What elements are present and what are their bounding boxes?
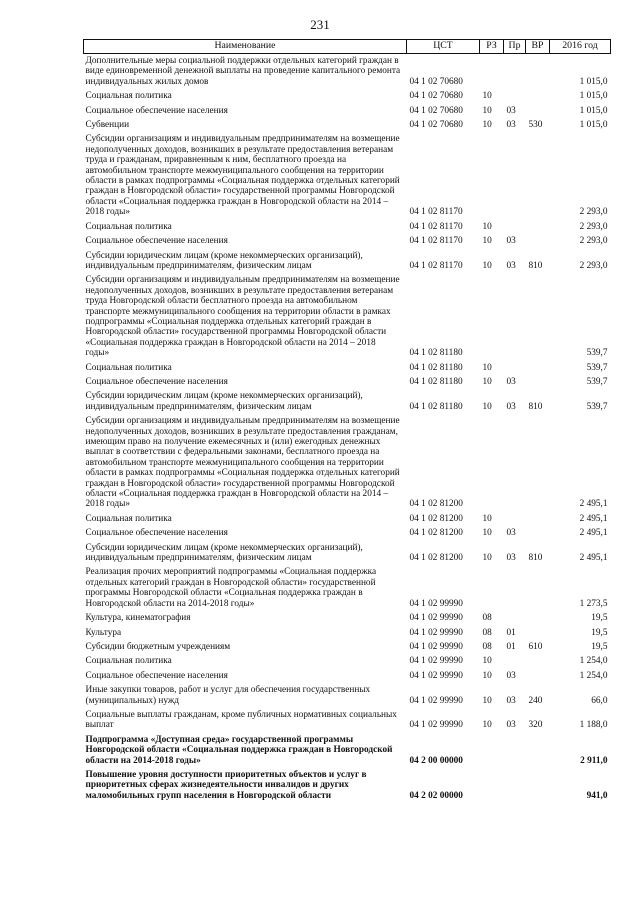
row-cst-cell: 04 1 02 81170 bbox=[409, 221, 463, 232]
row-rz-cell: 10 bbox=[482, 401, 492, 412]
row-pr-cell bbox=[504, 512, 526, 526]
row-name-cell: Социальное обеспечение населения bbox=[85, 376, 228, 387]
table-row bbox=[84, 361, 611, 375]
row-rz-cell: 10 bbox=[482, 221, 492, 232]
row-value-cell: 1 015,0 bbox=[579, 91, 608, 102]
row-rz-cell: 08 bbox=[482, 613, 492, 624]
row-value-cell: 1 188,0 bbox=[579, 720, 608, 731]
row-vr-cell bbox=[526, 768, 550, 803]
row-rz-cell bbox=[480, 768, 504, 803]
table-row bbox=[84, 220, 611, 234]
row-rz-cell bbox=[480, 54, 504, 90]
header-name: Наименование bbox=[84, 40, 407, 54]
row-rz-cell: 10 bbox=[482, 362, 492, 373]
row-cst-cell: 04 1 02 81200 bbox=[409, 528, 463, 539]
row-name-cell: Субсидии юридическим лицам (кроме некоммерческих организаций), индивидуальным предпринимателям, физическим лицам bbox=[85, 391, 363, 412]
row-vr-cell bbox=[526, 104, 550, 118]
row-cst-cell: 04 1 02 99990 bbox=[409, 641, 463, 652]
row-pr-cell: 03 bbox=[506, 670, 516, 681]
row-value-cell: 1 015,0 bbox=[579, 105, 608, 116]
table-row bbox=[84, 375, 611, 389]
row-value-cell: 539,7 bbox=[586, 362, 608, 373]
row-value-cell: 19,5 bbox=[591, 641, 608, 652]
table-row bbox=[84, 654, 611, 668]
row-pr-cell bbox=[504, 89, 526, 103]
row-vr-cell bbox=[526, 733, 550, 768]
row-value-cell: 2 293,0 bbox=[579, 221, 608, 232]
row-cst-cell: 04 1 02 81200 bbox=[409, 499, 463, 510]
row-cst-cell: 04 1 02 81180 bbox=[409, 376, 463, 387]
row-rz-cell bbox=[480, 132, 504, 219]
row-pr-cell: 03 bbox=[506, 260, 516, 271]
table-row bbox=[84, 626, 611, 640]
row-cst-cell: 04 1 02 99990 bbox=[409, 695, 463, 706]
row-pr-cell: 01 bbox=[506, 641, 516, 652]
row-name-cell: Субсидии юридическим лицам (кроме некоммерческих организаций), индивидуальным предпринимателям, физическим лицам bbox=[85, 542, 363, 564]
row-cst-cell: 04 1 02 99990 bbox=[409, 670, 463, 681]
row-name-cell: Субсидии юридическим лицам (кроме некоммерческих организаций), индивидуальным предпринимателям, физическим лицам bbox=[85, 250, 363, 271]
row-rz-cell: 10 bbox=[482, 513, 492, 524]
header-vr: ВР bbox=[526, 40, 550, 54]
row-rz-cell: 10 bbox=[482, 528, 492, 539]
row-name-cell: Социальная политика bbox=[85, 362, 172, 373]
row-value-cell: 66,0 bbox=[591, 695, 608, 706]
row-value-cell: 1 254,0 bbox=[579, 670, 608, 681]
row-name-cell: Социальное обеспечение населения bbox=[85, 105, 228, 116]
row-name-cell: Социальные выплаты гражданам, кроме публичных нормативных социальных выплат bbox=[85, 709, 397, 731]
row-pr-cell: 03 bbox=[506, 720, 516, 731]
table-row bbox=[84, 249, 611, 274]
row-name-cell: Субсидии бюджетным учреждениям bbox=[85, 641, 231, 652]
row-value-cell: 1 015,0 bbox=[579, 120, 608, 131]
table-row bbox=[84, 512, 611, 526]
row-vr-cell bbox=[526, 526, 550, 540]
row-cst-cell: 04 1 02 99990 bbox=[409, 656, 463, 667]
table-row bbox=[84, 708, 611, 733]
row-vr-cell bbox=[526, 611, 550, 625]
row-vr-cell bbox=[526, 132, 550, 219]
row-value-cell: 539,7 bbox=[586, 348, 608, 359]
row-name-cell: Субсидии организациям и индивидуальным предпринимателям на возмещение недополученных доходов, возникших в результате предоставления гражданам, имеющим право на получение ежемесячных и (или) ежегодных денежных выплат в соответствии с федеральными законами, бесплатного проезда на автомобильном транспорте межмуниципального сообщения на территории области в рамках подпрограммы «Социальная поддержка отдельных категорий граждан в Новгородской области» государственной программы Новгородской области «Социальная поддержка граждан в Новгородской области на 2014 – 2018 годы» bbox=[85, 416, 400, 510]
row-value-cell: 539,7 bbox=[586, 401, 608, 412]
row-vr-cell bbox=[526, 626, 550, 640]
header-year: 2016 год bbox=[550, 40, 611, 54]
budget-table bbox=[83, 39, 611, 803]
row-rz-cell: 10 bbox=[482, 120, 492, 131]
row-cst-cell: 04 1 02 81170 bbox=[409, 236, 463, 247]
row-value-cell: 2 293,0 bbox=[579, 236, 608, 247]
row-cst-cell: 04 1 02 70680 bbox=[409, 76, 463, 87]
row-value-cell: 1 254,0 bbox=[579, 656, 608, 667]
row-rz-cell: 10 bbox=[482, 553, 492, 564]
row-vr-cell: 810 bbox=[528, 553, 543, 564]
row-pr-cell: 03 bbox=[506, 528, 516, 539]
row-pr-cell bbox=[504, 220, 526, 234]
row-vr-cell bbox=[526, 361, 550, 375]
table-row bbox=[84, 414, 611, 512]
row-pr-cell: 03 bbox=[506, 401, 516, 412]
row-name-cell: Субвенции bbox=[85, 120, 130, 131]
row-vr-cell: 530 bbox=[528, 120, 543, 131]
row-vr-cell: 810 bbox=[528, 260, 543, 271]
row-pr-cell bbox=[504, 611, 526, 625]
row-name-cell: Социальное обеспечение населения bbox=[85, 528, 228, 539]
row-value-cell: 19,5 bbox=[591, 613, 608, 624]
row-cst-cell: 04 2 00 00000 bbox=[409, 755, 463, 766]
row-rz-cell: 10 bbox=[482, 236, 492, 247]
row-rz-cell: 10 bbox=[482, 376, 492, 387]
row-pr-cell bbox=[504, 565, 526, 611]
row-pr-cell bbox=[504, 54, 526, 90]
row-name-cell: Культура, кинематография bbox=[85, 613, 191, 624]
table-row bbox=[84, 89, 611, 103]
row-name-cell: Повышение уровня доступности приоритетных объектов и услуг в приоритетных сферах жизнедеятельности инвалидов и других маломобильных групп населения в Новгородской области bbox=[85, 769, 367, 801]
row-name-cell: Социальная политика bbox=[85, 91, 172, 102]
row-value-cell: 2 293,0 bbox=[579, 207, 608, 218]
row-name-cell: Социальная политика bbox=[85, 513, 172, 524]
row-vr-cell: 810 bbox=[528, 401, 543, 412]
row-value-cell: 2 293,0 bbox=[579, 260, 608, 271]
row-value-cell: 539,7 bbox=[586, 376, 608, 387]
row-name-cell: Иные закупки товаров, работ и услуг для обеспечения государственных (муниципальных) нужд bbox=[85, 685, 371, 706]
row-cst-cell: 04 1 02 70680 bbox=[409, 91, 463, 102]
row-cst-cell: 04 1 02 99990 bbox=[409, 598, 463, 609]
table-row bbox=[84, 132, 611, 219]
row-pr-cell: 03 bbox=[506, 236, 516, 247]
row-vr-cell: 320 bbox=[528, 720, 543, 731]
row-cst-cell: 04 1 02 81180 bbox=[409, 362, 463, 373]
row-name-cell: Субсидии организациям и индивидуальным предпринимателям на возмещение недополученных доходов, возникших в результате предоставления ветеранам труда и гражданам, приравненным к ним, бесплатного проезда на автомобильном транспорте межмуниципального сообщения на территории области в рамках подпрограммы «Социальная поддержка отдельных категорий граждан в Новгородской области» государственной программы Новгородской области «Социальная поддержка граждан в Новгородской области на 2014 – 2018 годы» bbox=[85, 134, 400, 218]
row-vr-cell bbox=[526, 273, 550, 360]
header-pr: Пр bbox=[504, 40, 526, 54]
row-pr-cell: 03 bbox=[506, 120, 516, 131]
row-pr-cell: 03 bbox=[506, 105, 516, 116]
row-pr-cell: 03 bbox=[506, 376, 516, 387]
row-rz-cell bbox=[480, 414, 504, 512]
table-row bbox=[84, 768, 611, 803]
row-cst-cell: 04 1 02 81200 bbox=[409, 513, 463, 524]
row-name-cell: Субсидии организациям и индивидуальным предпринимателям на возмещение недополученных доходов, возникших в результате предоставления ветеранам труда Новгородской области бесплатного проезда на автомобильном транспорте межмуниципального сообщения на территории области в рамках подпрограммы «Социальная поддержка отдельных категорий граждан в Новгородской области» государственной программы Новгородской области «Социальная поддержка граждан в Новгородской области на 2014 – 2018 годы» bbox=[85, 275, 400, 359]
row-value-cell: 2 495,1 bbox=[579, 528, 608, 539]
row-vr-cell: 610 bbox=[528, 641, 543, 652]
table-row bbox=[84, 669, 611, 683]
row-value-cell: 2 495,1 bbox=[579, 553, 608, 564]
row-pr-cell bbox=[504, 414, 526, 512]
table-row bbox=[84, 640, 611, 654]
row-cst-cell: 04 1 02 81170 bbox=[409, 260, 463, 271]
header-rz: РЗ bbox=[480, 40, 504, 54]
row-rz-cell: 08 bbox=[482, 627, 492, 638]
row-value-cell: 2 495,1 bbox=[579, 499, 608, 510]
row-rz-cell bbox=[480, 733, 504, 768]
table-row bbox=[84, 104, 611, 118]
row-pr-cell bbox=[504, 768, 526, 803]
row-vr-cell bbox=[526, 565, 550, 611]
table-row bbox=[84, 54, 611, 90]
table-row bbox=[84, 565, 611, 611]
row-name-cell: Дополнительные меры социальной поддержки отдельных категорий граждан в виде единовременной денежной выплаты на проведение капитального ремонта индивидуальных жилых домов bbox=[85, 56, 401, 87]
row-vr-cell bbox=[526, 414, 550, 512]
row-pr-cell bbox=[504, 733, 526, 768]
row-pr-cell bbox=[504, 132, 526, 219]
row-pr-cell bbox=[504, 361, 526, 375]
row-cst-cell: 04 2 02 00000 bbox=[409, 790, 463, 801]
row-cst-cell: 04 1 02 70680 bbox=[409, 105, 463, 116]
row-value-cell: 1 015,0 bbox=[579, 76, 608, 87]
row-value-cell: 2 911,0 bbox=[580, 755, 608, 766]
row-name-cell: Культура bbox=[85, 627, 122, 638]
row-rz-cell: 10 bbox=[482, 670, 492, 681]
row-name-cell: Социальное обеспечение населения bbox=[85, 670, 228, 681]
row-rz-cell bbox=[480, 273, 504, 360]
table-row bbox=[84, 234, 611, 248]
table-row bbox=[84, 611, 611, 625]
table-body bbox=[84, 54, 611, 804]
table-row bbox=[84, 389, 611, 414]
row-rz-cell: 10 bbox=[482, 105, 492, 116]
table-row bbox=[84, 526, 611, 540]
row-cst-cell: 04 1 02 81200 bbox=[409, 553, 463, 564]
row-pr-cell: 01 bbox=[506, 627, 516, 638]
row-vr-cell bbox=[526, 54, 550, 90]
row-rz-cell: 08 bbox=[482, 641, 492, 652]
row-value-cell: 19,5 bbox=[591, 627, 608, 638]
row-vr-cell bbox=[526, 669, 550, 683]
row-name-cell: Социальная политика bbox=[85, 221, 172, 232]
row-vr-cell bbox=[526, 512, 550, 526]
row-rz-cell: 10 bbox=[482, 695, 492, 706]
row-cst-cell: 04 1 02 81180 bbox=[409, 401, 463, 412]
row-rz-cell: 10 bbox=[482, 656, 492, 667]
row-pr-cell: 03 bbox=[506, 553, 516, 564]
table-header bbox=[84, 40, 611, 54]
row-rz-cell bbox=[480, 565, 504, 611]
row-value-cell: 941,0 bbox=[586, 790, 608, 801]
table-row bbox=[84, 541, 611, 566]
row-pr-cell bbox=[504, 273, 526, 360]
row-vr-cell bbox=[526, 654, 550, 668]
row-rz-cell: 10 bbox=[482, 260, 492, 271]
row-vr-cell bbox=[526, 234, 550, 248]
row-pr-cell: 03 bbox=[506, 695, 516, 706]
table-row bbox=[84, 273, 611, 360]
row-cst-cell: 04 1 02 81180 bbox=[409, 348, 463, 359]
row-vr-cell bbox=[526, 375, 550, 389]
row-rz-cell: 10 bbox=[482, 720, 492, 731]
row-name-cell: Реализация прочих мероприятий подпрограммы «Социальная поддержка отдельных категорий граждан в Новгородской области» государственной программы Новгородской области «Социальная поддержка граждан в Новгородской области на 2014-2018 годы» bbox=[85, 567, 377, 609]
table-row bbox=[84, 733, 611, 768]
row-name-cell: Социальная политика bbox=[85, 656, 172, 667]
page-number: 231 bbox=[310, 17, 330, 32]
row-value-cell: 2 495,1 bbox=[579, 513, 608, 524]
row-cst-cell: 04 1 02 70680 bbox=[409, 120, 463, 131]
row-vr-cell bbox=[526, 89, 550, 103]
row-rz-cell: 10 bbox=[482, 91, 492, 102]
row-vr-cell bbox=[526, 220, 550, 234]
row-cst-cell: 04 1 02 99990 bbox=[409, 613, 463, 624]
row-pr-cell bbox=[504, 654, 526, 668]
row-vr-cell: 240 bbox=[528, 695, 543, 706]
row-cst-cell: 04 1 02 99990 bbox=[409, 627, 463, 638]
row-cst-cell: 04 1 02 99990 bbox=[409, 720, 463, 731]
row-cst-cell: 04 1 02 81170 bbox=[409, 207, 463, 218]
header-cst: ЦСТ bbox=[407, 40, 480, 54]
table-row bbox=[84, 118, 611, 132]
table-row bbox=[84, 683, 611, 708]
row-name-cell: Социальное обеспечение населения bbox=[85, 236, 228, 247]
row-value-cell: 1 273,5 bbox=[579, 598, 608, 609]
row-name-cell: Подпрограмма «Доступная среда» государственной программы Новгородской области «Социальная поддержка граждан в Новгородской области на 2014-2018 годы» bbox=[85, 734, 393, 766]
